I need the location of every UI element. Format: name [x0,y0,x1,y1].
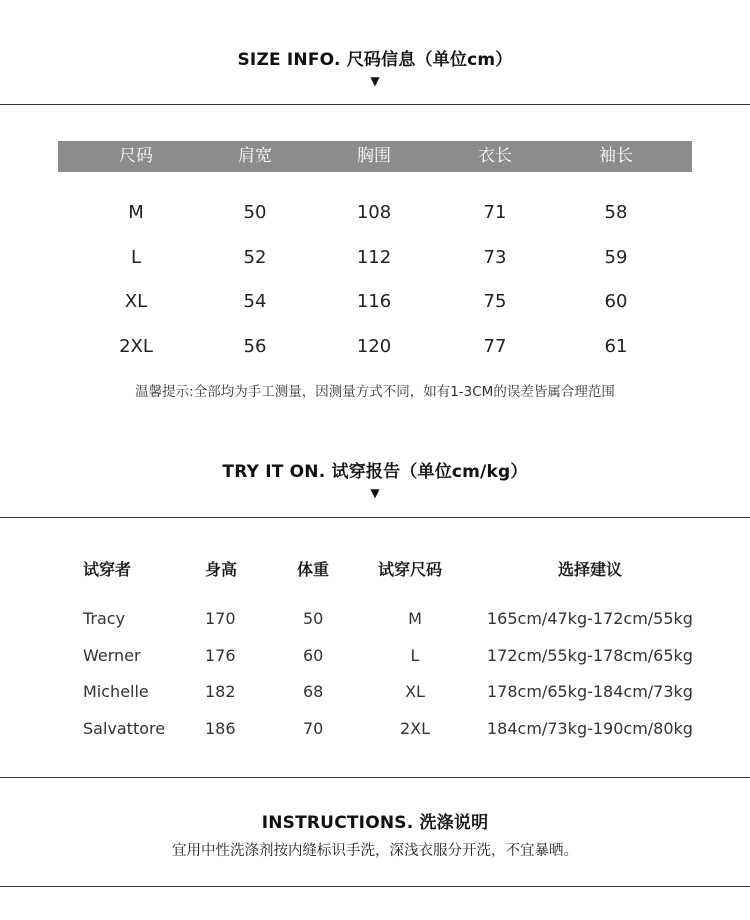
size-cell: 116 [356,291,392,312]
size-header-size: 尺码 [119,146,153,166]
size-cell: XL [124,291,148,312]
instructions-bottom-divider [0,886,750,887]
instructions-text: 宜用中性洗涤剂按内缝标识手洗，深浅衣服分开洗，不宜暴晒。 [172,843,578,859]
try-header-advice: 选择建议 [558,560,623,579]
try-header-height: 身高 [205,560,238,579]
size-info-arrow-icon: ▼ [370,74,380,88]
instructions-top-divider [0,777,750,778]
try-cell-weight: 68 [303,682,324,701]
size-cell: 52 [243,247,267,268]
try-cell-advice: 165cm/47kg-172cm/55kg [487,609,693,628]
try-on-divider [0,517,750,518]
size-header-shoulder: 肩宽 [238,146,272,166]
try-cell-height: 176 [205,646,236,665]
measurement-note: 温馨提示:全部均为手工测量，因测量方式不同，如有1-3CM的误差皆属合理范围 [135,384,615,400]
size-cell: 120 [356,336,392,357]
try-header-weight: 体重 [297,560,330,579]
size-cell: 58 [604,202,628,223]
size-info-title: SIZE INFO. 尺码信息（单位cm） [237,50,513,70]
size-cell: 71 [483,202,507,223]
instructions-title: INSTRUCTIONS. 洗涤说明 [261,813,489,833]
size-info-divider [0,104,750,105]
try-cell-weight: 50 [303,609,324,628]
size-table-header [58,141,692,172]
try-cell-size: XL [405,682,425,701]
size-cell: 54 [243,291,267,312]
size-cell: 2XL [119,336,153,357]
try-header-size: 试穿尺码 [378,560,443,579]
try-cell-height: 170 [205,609,236,628]
size-cell: 73 [483,247,507,268]
try-cell-name: Michelle [83,682,149,701]
try-cell-size: 2XL [399,719,431,738]
try-cell-advice: 178cm/65kg-184cm/73kg [487,682,693,701]
size-cell: 56 [243,336,267,357]
size-cell: 59 [604,247,628,268]
size-cell: 108 [356,202,392,223]
try-cell-weight: 70 [303,719,324,738]
size-cell: 60 [604,291,628,312]
size-cell: 77 [483,336,507,357]
size-cell: M [128,202,144,223]
try-cell-size: L [410,646,420,665]
try-cell-weight: 60 [303,646,324,665]
size-cell: 61 [604,336,628,357]
try-cell-height: 186 [205,719,236,738]
size-cell: 112 [356,247,392,268]
size-cell: L [130,247,142,268]
size-header-length: 衣长 [478,146,512,166]
try-cell-name: Werner [83,646,141,665]
try-cell-name: Salvattore [83,719,166,738]
try-header-tester: 试穿者 [83,560,132,579]
try-cell-size: M [408,609,422,628]
size-cell: 75 [483,291,507,312]
size-header-sleeve: 袖长 [599,146,633,166]
size-header-chest: 胸围 [357,146,391,166]
try-on-title: TRY IT ON. 试穿报告（单位cm/kg） [222,462,528,482]
size-cell: 50 [243,202,267,223]
try-cell-advice: 172cm/55kg-178cm/65kg [487,646,693,665]
try-cell-advice: 184cm/73kg-190cm/80kg [487,719,693,738]
try-on-arrow-icon: ▼ [370,486,380,500]
try-cell-name: Tracy [83,609,126,628]
try-cell-height: 182 [205,682,236,701]
